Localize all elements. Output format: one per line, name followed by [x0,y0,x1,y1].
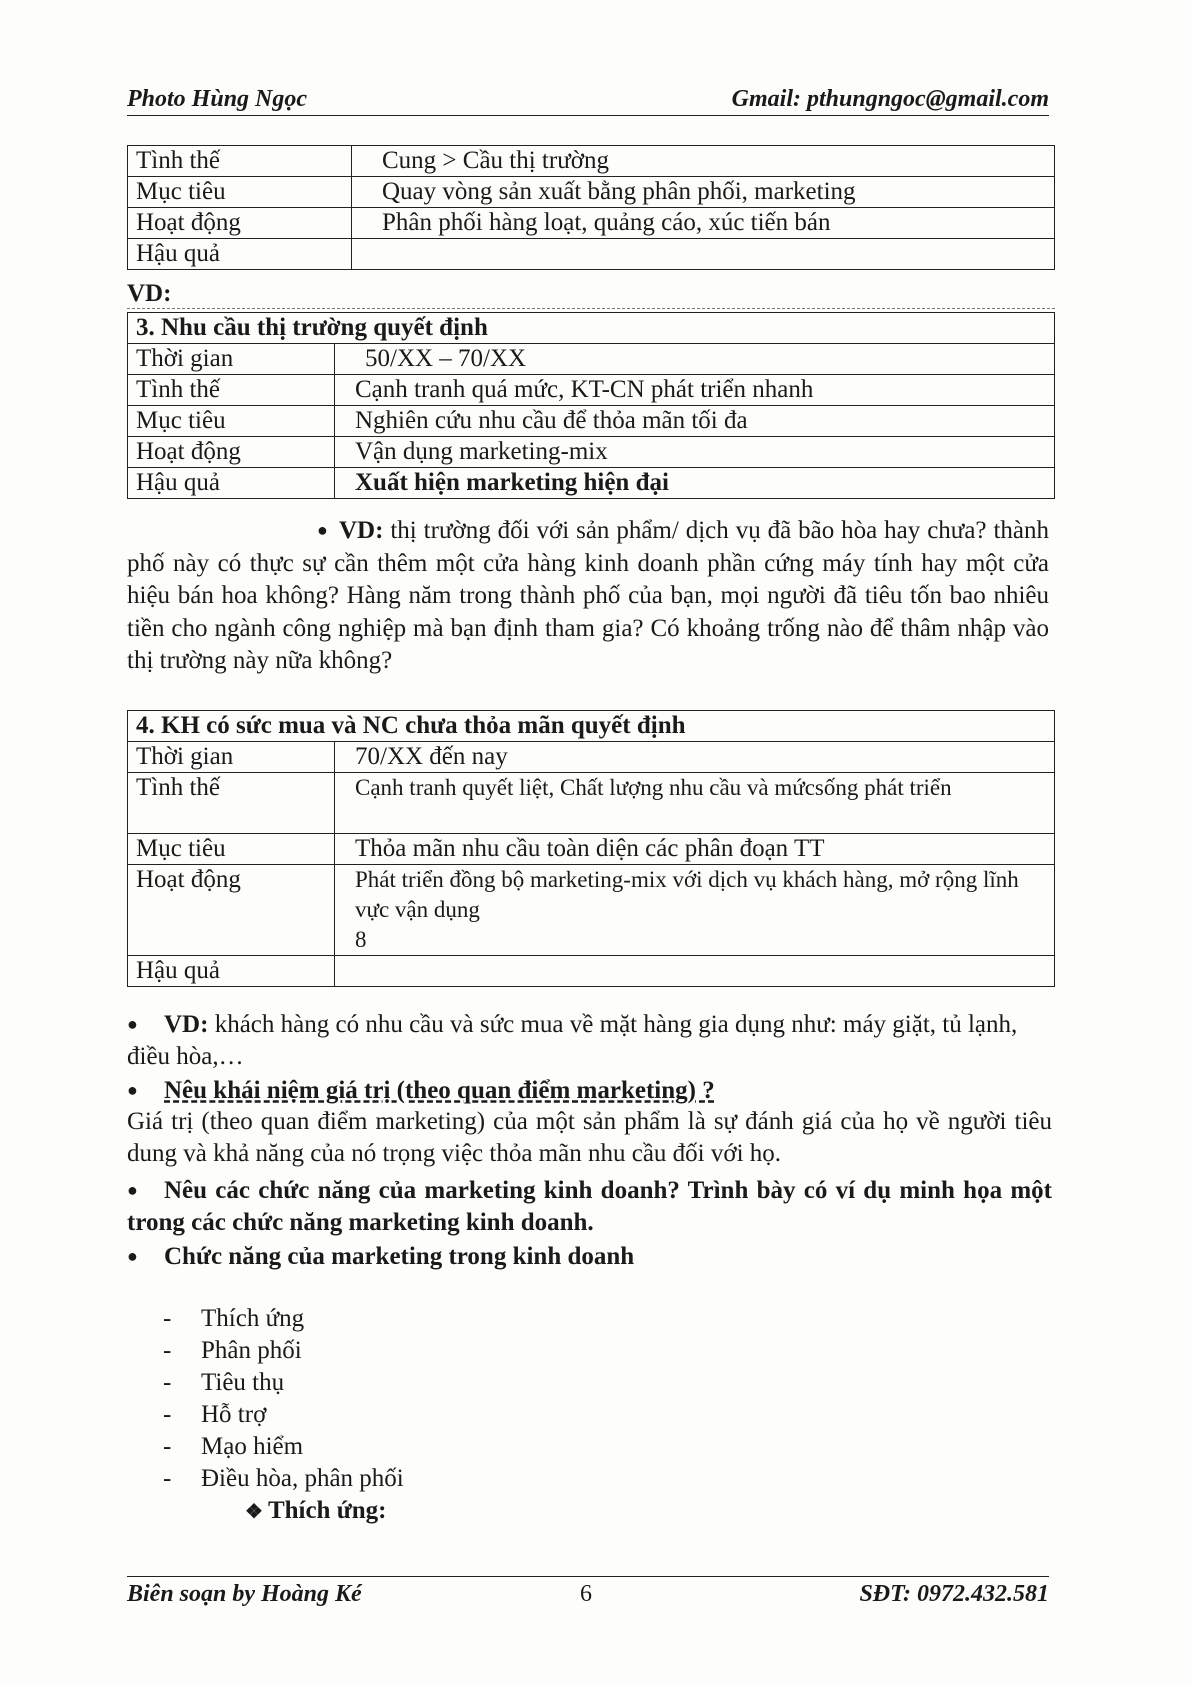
table-row [128,437,1055,468]
header-right: Gmail: pthungngoc@gmail.com [731,86,1049,112]
page-header [127,86,1049,116]
stage-4-table [127,710,1055,987]
table-row [128,773,1055,834]
bullet-icon: ● [317,520,328,540]
row-label: Hoạt động [128,208,352,239]
row-label: Hoạt động [128,437,335,468]
row-value [335,865,1055,956]
row-label: Hoạt động [128,865,335,956]
row-value: Cạnh tranh quyết liệt, Chất lượng nhu cầu và mứcsống phát triển [335,773,1055,834]
stage-3-table [127,312,1055,499]
table-row [128,146,1055,177]
table-row [128,375,1055,406]
question-text: Nêu các chức năng của marketing kinh doanh? Trình bày có ví dụ minh họa một trong các chức năng marketing kinh doanh. [127,1177,1052,1236]
row-value: 70/XX đến nay [335,742,1055,773]
row-value: Nghiên cứu nhu cầu để thỏa mãn tối đa [335,406,1055,437]
table-row [128,406,1055,437]
stage-2-table [127,145,1055,270]
question-1 [127,1074,1052,1107]
example-2 [127,1008,1052,1073]
header-left: Photo Hùng Ngọc [127,86,308,112]
footer-left: Biên soạn by Hoàng Ké [127,1581,362,1607]
bullet-icon: ● [127,1014,138,1034]
answer-text: Giá trị (theo quan điểm marketing) của một sản phẩm là sự đánh giá của họ về người tiêu dung và khả năng của nó trọng việc thỏa mãn nhu cầu đối với họ. [127,1108,1052,1167]
table-row [128,177,1055,208]
row-label: Tình thế [128,375,335,406]
row-value: 50/XX – 70/XX [335,344,1055,375]
footer-right: SĐT: 0972.432.581 [859,1581,1049,1607]
diamond-bullet-icon: ❖ [245,1501,268,1523]
row-label: Hậu quả [128,239,352,270]
row-value: Phân phối hàng loạt, quảng cáo, xúc tiến bán [352,208,1055,239]
row-value: Cạnh tranh quá mức, KT-CN phát triển nhanh [335,375,1055,406]
row-value [335,956,1055,987]
row-label: Hậu quả [128,956,335,987]
example-label: VD: [164,1011,209,1038]
heading-text: Chức năng của marketing trong kinh doanh [164,1243,635,1270]
row-value-text: Phát triển đồng bộ marketing-mix với dịch vụ khách hàng, mở rộng lĩnh vực vận dụng [355,867,1019,922]
row-value: Cung > Cầu thị trường [352,146,1055,177]
table-row [128,834,1055,865]
row-value: Thỏa mãn nhu cầu toàn diện các phân đoạn TT [335,834,1055,865]
subheading [245,1497,386,1525]
example-text: khách hàng có nhu cầu và sức mua về mặt hàng gia dụng như: máy giặt, tủ lạnh, điều hòa,… [127,1011,1018,1070]
page-number: 6 [580,1581,592,1607]
row-label: Thời gian [128,742,335,773]
vd-label: VD: [127,280,1055,309]
question-text: Nêu khái niệm giá trị (theo quan điểm marketing) ? [164,1077,715,1104]
table-row [128,208,1055,239]
list-item: - Mạo hiểm [163,1433,304,1460]
table-row [128,865,1055,956]
row-value [352,239,1055,270]
example-label: VD: [339,517,384,544]
table-row [128,956,1055,987]
list-item: - Phân phối [163,1337,302,1364]
table-title: 4. KH có sức mua và NC chưa thỏa mãn quyết định [128,711,1055,742]
table-row [128,468,1055,499]
table-row [128,344,1055,375]
list-item: - Thích ứng [163,1305,305,1332]
bullet-icon: ● [127,1246,138,1266]
row-value: Vận dụng marketing-mix [335,437,1055,468]
page-footer [127,1576,1049,1608]
function-list [163,1303,404,1495]
section-heading [127,1240,1052,1273]
bullet-icon: ● [127,1080,138,1100]
row-label: Hậu quả [128,468,335,499]
table-title-row [128,313,1055,344]
table-row [128,239,1055,270]
question-2 [127,1174,1052,1239]
row-label: Mục tiêu [128,177,352,208]
row-label: Thời gian [128,344,335,375]
table-row [128,742,1055,773]
row-value: Xuất hiện marketing hiện đại [335,468,1055,499]
subheading-text: Thích ứng: [267,1497,387,1524]
table-title: 3. Nhu cầu thị trường quyết định [128,313,1055,344]
row-label: Tình thế [128,773,335,834]
answer-1 [127,1106,1052,1170]
example-paragraph [127,514,1049,678]
row-value: Quay vòng sản xuất bằng phân phối, marketing [352,177,1055,208]
list-item: - Điều hòa, phân phối [163,1465,404,1492]
list-item: - Hỗ trợ [163,1401,267,1428]
row-value-note: 8 [355,927,367,952]
table-title-row [128,711,1055,742]
list-item: - Tiêu thụ [163,1369,285,1396]
row-label: Tình thế [128,146,352,177]
row-label: Mục tiêu [128,834,335,865]
row-label: Mục tiêu [128,406,335,437]
bullet-icon: ● [127,1180,138,1200]
example-text: thị trường đối với sản phẩm/ dịch vụ đã bão hòa hay chưa? thành phố này có thực sự cần thêm một cửa hàng kinh doanh phần cứng máy tính hay một cửa hiệu bán hoa không? Hàng năm trong thành phố của bạn, mọi người đã tiêu tốn bao nhiêu tiền cho ngành công nghiệp mà bạn định tham gia? Có khoảng trống nào để thâm nhập vào thị trường này nữa không? [127,517,1049,674]
